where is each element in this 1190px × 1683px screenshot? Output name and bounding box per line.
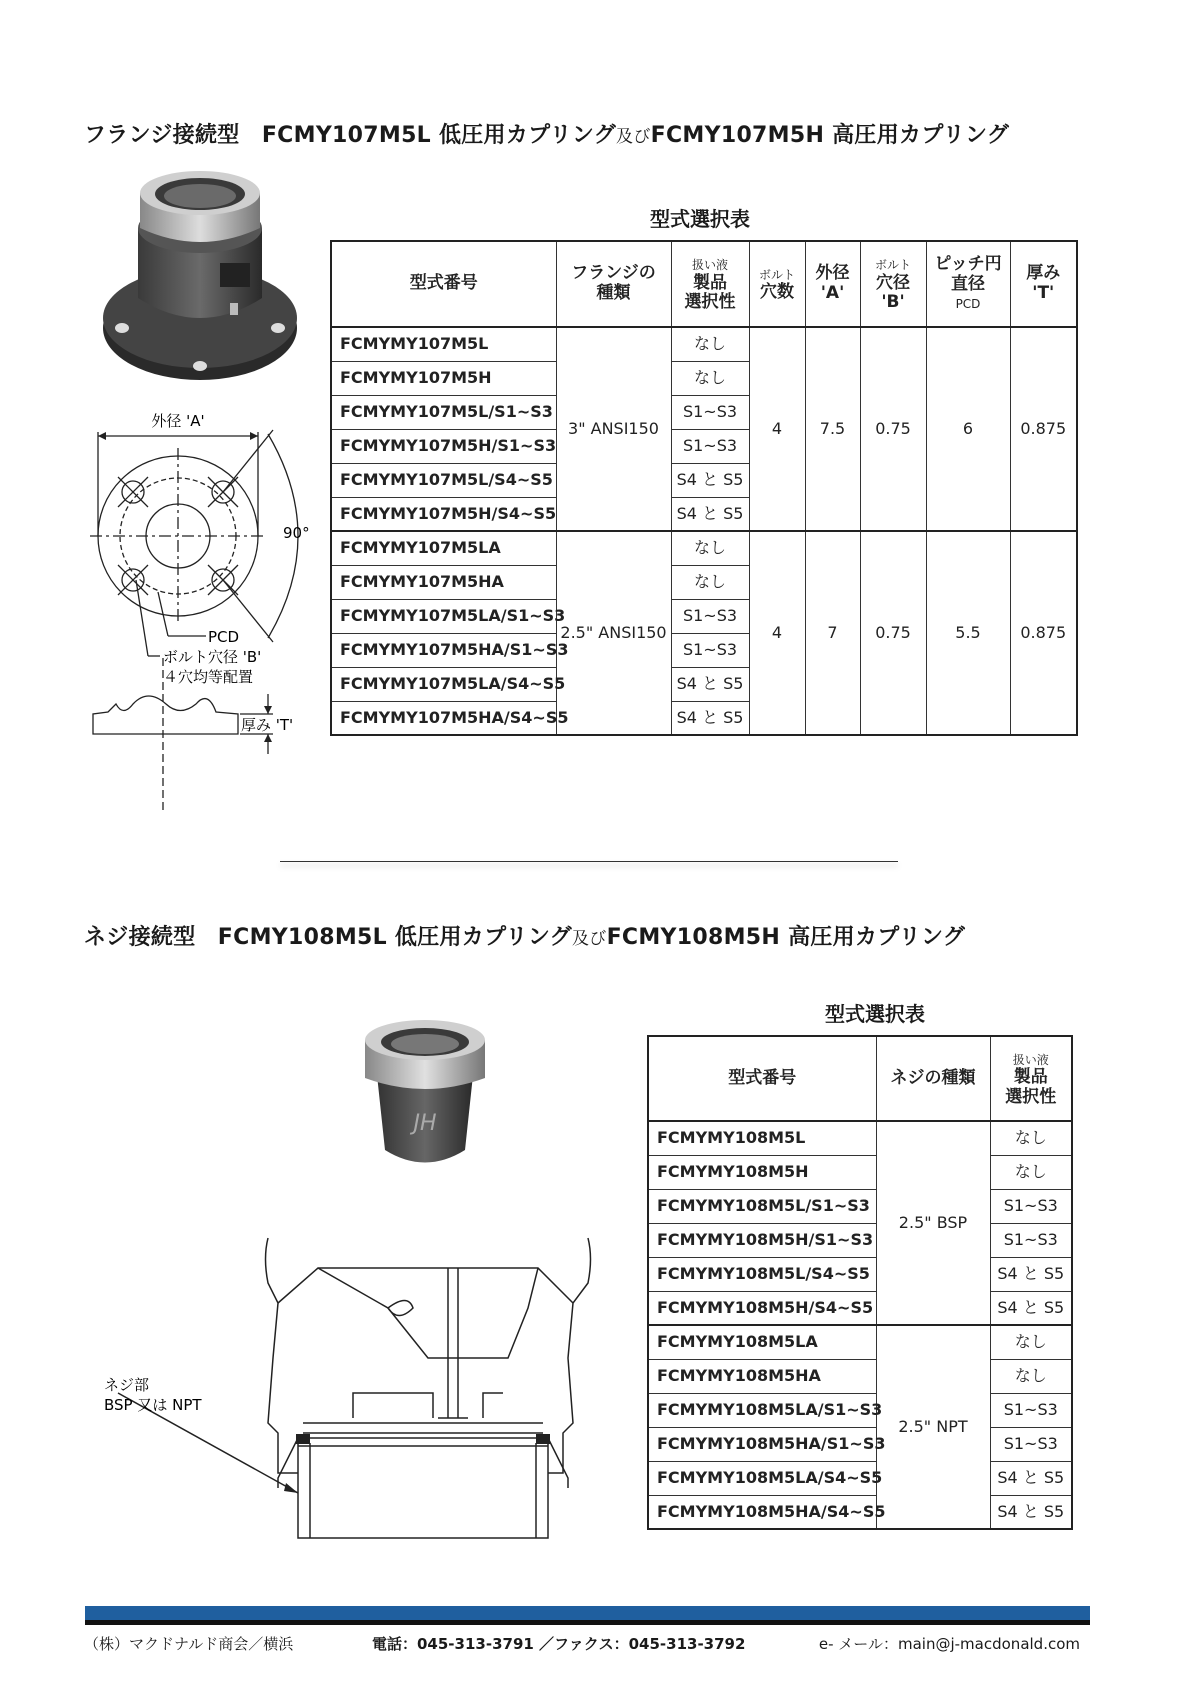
section1-table-title: 型式選択表 — [650, 207, 750, 231]
col-od: 外径 'A' — [805, 241, 860, 327]
selectivity-cell: なし — [671, 531, 749, 565]
model-cell: FCMYMY107M5L/S1~S3 — [331, 395, 556, 429]
table-row — [648, 1223, 1072, 1257]
model-cell: FCMYMY108M5LA — [648, 1325, 876, 1359]
footer-bar-black — [85, 1620, 1090, 1625]
model-cell: FCMYMY108M5H/S1~S3 — [648, 1223, 876, 1257]
footer-email: e- メール：main@j-macdonald.com — [818, 1635, 1080, 1653]
selectivity-cell: なし — [990, 1155, 1072, 1189]
selectivity-cell: S4 と S5 — [671, 667, 749, 701]
table-row — [331, 531, 1077, 565]
svg-text:JH: JH — [413, 1111, 437, 1136]
angle-label: 90° — [283, 524, 310, 542]
model-cell: FCMYMY107M5HA — [331, 565, 556, 599]
model-cell: FCMYMY107M5LA/S1~S3 — [331, 599, 556, 633]
selectivity-cell: S4 と S5 — [671, 497, 749, 531]
model-cell: FCMYMY107M5H/S1~S3 — [331, 429, 556, 463]
model-cell: FCMYMY108M5L/S4~S5 — [648, 1257, 876, 1291]
selectivity-cell: なし — [990, 1325, 1072, 1359]
col-thickness: 厚み 'T' — [1010, 241, 1077, 327]
footer-phone: 電話：045-313-3791 ／ファクス：045-313-3792 — [372, 1635, 746, 1653]
table-row — [648, 1189, 1072, 1223]
model-cell: FCMYMY108M5LA/S1~S3 — [648, 1393, 876, 1427]
selectivity-cell: なし — [671, 361, 749, 395]
model-cell: FCMYMY107M5L/S4~S5 — [331, 463, 556, 497]
bolt-hole-label: ボルト穴径 'B' — [163, 648, 262, 666]
pcd-label: PCD — [208, 628, 240, 646]
selectivity-cell: S1~S3 — [671, 599, 749, 633]
flange-type-cell: 2.5" ANSI150 — [556, 531, 671, 735]
selectivity-cell: S1~S3 — [990, 1427, 1072, 1461]
selectivity-cell: S1~S3 — [990, 1393, 1072, 1427]
model-cell: FCMYMY107M5HA/S1~S3 — [331, 633, 556, 667]
footer-company: （株）マクドナルド商会／横浜 — [84, 1635, 294, 1653]
selectivity-cell: S4 と S5 — [990, 1461, 1072, 1495]
section1-heading — [84, 118, 1009, 149]
section2-table-title: 型式選択表 — [825, 1002, 925, 1026]
col-pcd: ピッチ円 直径 PCD — [926, 241, 1010, 327]
col-model: 型式番号 — [331, 241, 556, 327]
model-cell: FCMYMY108M5H — [648, 1155, 876, 1189]
selectivity-cell: S1~S3 — [990, 1223, 1072, 1257]
col-bolts: ボルト 穴数 — [749, 241, 805, 327]
thread-label-1: ネジ部 — [104, 1376, 150, 1394]
selectivity-cell: なし — [671, 565, 749, 599]
outer-diameter-cell: 7.5 — [805, 327, 860, 531]
model-cell: FCMYMY108M5HA — [648, 1359, 876, 1393]
bolt-hole-cell: 0.75 — [860, 531, 926, 735]
section2-heading-b: FCMY108M5H 高圧用カプリング — [606, 925, 966, 950]
selectivity-cell: S4 と S5 — [671, 463, 749, 497]
selectivity-cell: S4 と S5 — [990, 1495, 1072, 1529]
selectivity-cell: なし — [990, 1121, 1072, 1155]
section-divider — [280, 861, 898, 862]
flange-dimension-drawing — [88, 412, 328, 812]
table-row — [648, 1155, 1072, 1189]
section2-spec-table — [647, 1035, 1073, 1530]
table-row — [648, 1393, 1072, 1427]
bolt-count-cell: 4 — [749, 327, 805, 531]
model-cell: FCMYMY107M5LA — [331, 531, 556, 565]
selectivity-cell: S1~S3 — [671, 429, 749, 463]
section1-spec-table — [330, 240, 1078, 736]
col2-thread: ネジの種類 — [876, 1036, 990, 1121]
section2-heading-a: ネジ接続型 FCMY108M5L 低圧用カプリング — [84, 925, 572, 950]
outer-diameter-cell: 7 — [805, 531, 860, 735]
selectivity-cell: S1~S3 — [990, 1189, 1072, 1223]
table-row — [648, 1325, 1072, 1359]
selectivity-cell: S1~S3 — [671, 395, 749, 429]
selectivity-cell: S4 と S5 — [990, 1291, 1072, 1325]
model-cell: FCMYMY108M5L — [648, 1121, 876, 1155]
bolt-arrangement-label: ４穴均等配置 — [163, 668, 254, 686]
bolt-count-cell: 4 — [749, 531, 805, 735]
pcd-cell: 5.5 — [926, 531, 1010, 735]
bolt-hole-cell: 0.75 — [860, 327, 926, 531]
thickness-cell: 0.875 — [1010, 531, 1077, 735]
col2-model: 型式番号 — [648, 1036, 876, 1121]
selectivity-cell: S4 と S5 — [671, 701, 749, 735]
flange-coupling-photo — [100, 168, 300, 393]
table-row — [648, 1427, 1072, 1461]
section2-heading — [84, 920, 965, 951]
pcd-cell: 6 — [926, 327, 1010, 531]
table-row — [331, 327, 1077, 361]
table-row — [648, 1291, 1072, 1325]
model-cell: FCMYMY107M5L — [331, 327, 556, 361]
model-cell: FCMYMY107M5H — [331, 361, 556, 395]
section2-heading-and: 及び — [571, 929, 607, 949]
section1-heading-and: 及び — [616, 127, 651, 147]
threaded-coupling-section-drawing — [88, 1228, 608, 1568]
model-cell: FCMYMY108M5H/S4~S5 — [648, 1291, 876, 1325]
model-cell: FCMYMY107M5HA/S4~S5 — [331, 701, 556, 735]
table-row — [648, 1121, 1072, 1155]
section1-heading-b: FCMY107M5H 高圧用カプリング — [650, 123, 1010, 148]
table-row — [648, 1495, 1072, 1529]
od-label: 外径 'A' — [151, 412, 205, 430]
model-cell: FCMYMY108M5HA/S4~S5 — [648, 1495, 876, 1529]
table-row — [648, 1461, 1072, 1495]
thickness-cell: 0.875 — [1010, 327, 1077, 531]
thread-label-2: BSP 又は NPT — [104, 1396, 202, 1414]
model-cell: FCMYMY107M5LA/S4~S5 — [331, 667, 556, 701]
col2-liquid: 扱い液 製品 選択性 — [990, 1036, 1072, 1121]
thickness-label: 厚み 'T' — [241, 716, 294, 734]
model-cell: FCMYMY108M5L/S1~S3 — [648, 1189, 876, 1223]
threaded-coupling-photo — [355, 1000, 495, 1180]
selectivity-cell: S1~S3 — [671, 633, 749, 667]
table-row — [648, 1257, 1072, 1291]
selectivity-cell: S4 と S5 — [990, 1257, 1072, 1291]
thread-type-cell: 2.5" NPT — [876, 1325, 990, 1529]
flange-type-cell: 3" ANSI150 — [556, 327, 671, 531]
table-row — [648, 1359, 1072, 1393]
col-liquid: 扱い液 製品 選択性 — [671, 241, 749, 327]
section1-heading-a: フランジ接続型 FCMY107M5L 低圧用カプリング — [84, 123, 617, 148]
model-cell: FCMYMY108M5HA/S1~S3 — [648, 1427, 876, 1461]
col-flange: フランジの 種類 — [556, 241, 671, 327]
model-cell: FCMYMY108M5LA/S4~S5 — [648, 1461, 876, 1495]
selectivity-cell: なし — [990, 1359, 1072, 1393]
footer-bar-blue — [85, 1606, 1090, 1620]
thread-type-cell: 2.5" BSP — [876, 1121, 990, 1325]
selectivity-cell: なし — [671, 327, 749, 361]
col-hole: ボルト 穴径 'B' — [860, 241, 926, 327]
model-cell: FCMYMY107M5H/S4~S5 — [331, 497, 556, 531]
